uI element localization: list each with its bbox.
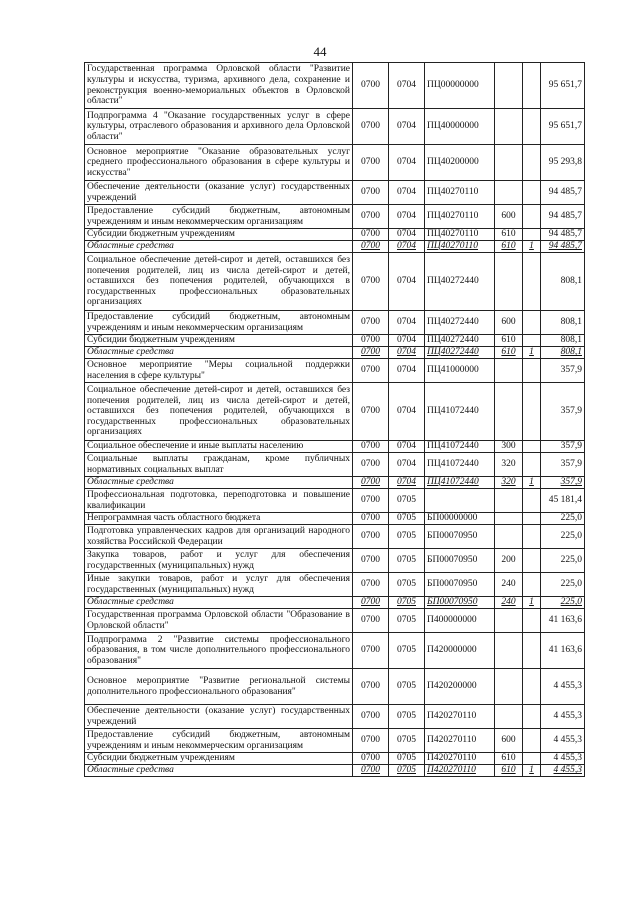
- row-name: Обеспечение деятельности (оказание услуг) государственных учреждений: [85, 705, 353, 729]
- row-name: Областные средства: [85, 241, 353, 253]
- row-funding-source: [523, 181, 541, 205]
- row-subsection-code: 0705: [389, 633, 425, 669]
- row-target-article: ПЦ40270110: [425, 181, 495, 205]
- row-amount: 95 651,7: [541, 109, 585, 145]
- row-name: Государственная программа Орловской области "Развитие культуры и искусства, туризма, архивного дела, сохранение и реконструкция военно-мемориальных объектов в Орловской области": [85, 63, 353, 109]
- table-row: [85, 489, 585, 513]
- row-subsection-code: 0705: [389, 525, 425, 549]
- page-number: 44: [313, 44, 327, 59]
- row-amount: 357,9: [541, 441, 585, 453]
- row-subsection-code: 0704: [389, 253, 425, 311]
- row-funding-source: [523, 513, 541, 525]
- row-expense-type: 600: [495, 729, 523, 753]
- row-name: Обеспечение деятельности (оказание услуг) государственных учреждений: [85, 181, 353, 205]
- row-amount: 45 181,4: [541, 489, 585, 513]
- row-subsection-code: 0704: [389, 241, 425, 253]
- row-subsection-code: 0705: [389, 753, 425, 765]
- row-name: Социальное обеспечение детей-сирот и детей, оставшихся без попечения родителей, лиц из числа детей-сирот и детей, оставшихся без попечения родителей, обучающихся в государственных профессиональных образовательных организациях: [85, 253, 353, 311]
- row-expense-type: [495, 181, 523, 205]
- row-expense-type: [495, 489, 523, 513]
- row-expense-type: [495, 633, 523, 669]
- row-subsection-code: 0704: [389, 181, 425, 205]
- row-subsection-code: 0704: [389, 229, 425, 241]
- row-subsection-code: 0704: [389, 335, 425, 347]
- row-target-article: БП00070950: [425, 597, 495, 609]
- row-expense-type: 200: [495, 549, 523, 573]
- row-amount: 94 485,7: [541, 205, 585, 229]
- row-subsection-code: 0705: [389, 729, 425, 753]
- row-name: Субсидии бюджетным учреждениям: [85, 229, 353, 241]
- row-funding-source: [523, 705, 541, 729]
- row-amount: 225,0: [541, 513, 585, 525]
- row-funding-source: [523, 253, 541, 311]
- table-row: [85, 705, 585, 729]
- row-target-article: П420270110: [425, 729, 495, 753]
- table-row: [85, 109, 585, 145]
- row-subsection-code: 0704: [389, 359, 425, 383]
- row-expense-type: 240: [495, 597, 523, 609]
- row-target-article: ПЦ40200000: [425, 145, 495, 181]
- row-subsection-code: 0705: [389, 609, 425, 633]
- row-expense-type: 320: [495, 453, 523, 477]
- table-row: [85, 181, 585, 205]
- table-row: [85, 335, 585, 347]
- row-target-article: ПЦ40270110: [425, 241, 495, 253]
- row-name: Основное мероприятие "Оказание образовательных услуг среднего профессионального образования в сфере культуры и искусства": [85, 145, 353, 181]
- row-amount: 4 455,3: [541, 729, 585, 753]
- row-section-code: 0700: [353, 549, 389, 573]
- row-amount: 94 485,7: [541, 241, 585, 253]
- row-expense-type: 600: [495, 311, 523, 335]
- row-section-code: 0700: [353, 609, 389, 633]
- row-section-code: 0700: [353, 359, 389, 383]
- row-funding-source: [523, 549, 541, 573]
- row-section-code: 0700: [353, 705, 389, 729]
- row-target-article: П400000000: [425, 609, 495, 633]
- row-target-article: БП00070950: [425, 573, 495, 597]
- row-funding-source: [523, 453, 541, 477]
- row-target-article: ПЦ40000000: [425, 109, 495, 145]
- row-subsection-code: 0705: [389, 513, 425, 525]
- row-subsection-code: 0704: [389, 453, 425, 477]
- row-section-code: 0700: [353, 311, 389, 335]
- row-amount: 357,9: [541, 359, 585, 383]
- row-section-code: 0700: [353, 383, 389, 441]
- row-name: Подпрограмма 4 "Оказание государственных услуг в сфере культуры, отраслевого образования и архивного дела Орловской области": [85, 109, 353, 145]
- row-expense-type: 610: [495, 229, 523, 241]
- table-row: [85, 513, 585, 525]
- row-target-article: ПЦ40272440: [425, 253, 495, 311]
- row-funding-source: [523, 573, 541, 597]
- table-row: [85, 253, 585, 311]
- row-target-article: БП00000000: [425, 513, 495, 525]
- row-amount: 808,1: [541, 253, 585, 311]
- row-subsection-code: 0705: [389, 489, 425, 513]
- row-target-article: ПЦ40272440: [425, 347, 495, 359]
- row-target-article: ПЦ00000000: [425, 63, 495, 109]
- row-funding-source: [523, 609, 541, 633]
- row-expense-type: 600: [495, 205, 523, 229]
- row-expense-type: [495, 669, 523, 705]
- row-expense-type: [495, 383, 523, 441]
- row-subsection-code: 0704: [389, 347, 425, 359]
- row-subsection-code: 0705: [389, 669, 425, 705]
- row-name: Предоставление субсидий бюджетным, автономным учреждениям и иным некоммерческим организациям: [85, 729, 353, 753]
- row-target-article: ПЦ40270110: [425, 205, 495, 229]
- row-amount: 94 485,7: [541, 181, 585, 205]
- row-name: Социальное обеспечение детей-сирот и детей, оставшихся без попечения родителей, лиц из числа детей-сирот и детей, оставшихся без попечения родителей, обучающихся в государственных профессиональных образовательных организациях: [85, 383, 353, 441]
- table-row: [85, 729, 585, 753]
- row-section-code: 0700: [353, 753, 389, 765]
- row-funding-source: 1: [523, 477, 541, 489]
- table-row: [85, 359, 585, 383]
- row-funding-source: [523, 229, 541, 241]
- row-expense-type: [495, 63, 523, 109]
- row-funding-source: [523, 311, 541, 335]
- row-expense-type: 320: [495, 477, 523, 489]
- row-subsection-code: 0704: [389, 441, 425, 453]
- row-expense-type: [495, 109, 523, 145]
- row-amount: 357,9: [541, 383, 585, 441]
- row-name: Непрограммная часть областного бюджета: [85, 513, 353, 525]
- row-name: Основное мероприятие "Меры социальной поддержки населения в сфере культуры": [85, 359, 353, 383]
- row-name: Профессиональная подготовка, переподготовка и повышение квалификации: [85, 489, 353, 513]
- row-target-article: П420000000: [425, 633, 495, 669]
- row-funding-source: [523, 359, 541, 383]
- row-target-article: [425, 489, 495, 513]
- row-funding-source: [523, 729, 541, 753]
- row-subsection-code: 0704: [389, 477, 425, 489]
- row-expense-type: 610: [495, 753, 523, 765]
- row-funding-source: [523, 335, 541, 347]
- row-subsection-code: 0705: [389, 597, 425, 609]
- row-section-code: 0700: [353, 181, 389, 205]
- row-target-article: ПЦ41072440: [425, 441, 495, 453]
- table-row: [85, 311, 585, 335]
- row-expense-type: 610: [495, 347, 523, 359]
- row-subsection-code: 0705: [389, 573, 425, 597]
- row-funding-source: [523, 109, 541, 145]
- row-funding-source: 1: [523, 765, 541, 777]
- table-row: [85, 441, 585, 453]
- row-name: Областные средства: [85, 477, 353, 489]
- row-amount: 808,1: [541, 347, 585, 359]
- row-subsection-code: 0704: [389, 145, 425, 181]
- table-row: [85, 63, 585, 109]
- row-expense-type: [495, 145, 523, 181]
- row-target-article: ПЦ40272440: [425, 311, 495, 335]
- row-section-code: 0700: [353, 477, 389, 489]
- row-section-code: 0700: [353, 525, 389, 549]
- row-expense-type: [495, 705, 523, 729]
- table-row: [85, 597, 585, 609]
- budget-table: [84, 62, 585, 777]
- table-row: [85, 765, 585, 777]
- row-subsection-code: 0705: [389, 705, 425, 729]
- row-amount: 41 163,6: [541, 609, 585, 633]
- row-name: Предоставление субсидий бюджетным, автономным учреждениям и иным некоммерческим организациям: [85, 205, 353, 229]
- row-subsection-code: 0704: [389, 109, 425, 145]
- row-name: Областные средства: [85, 597, 353, 609]
- row-subsection-code: 0705: [389, 765, 425, 777]
- row-target-article: П420200000: [425, 669, 495, 705]
- row-target-article: ПЦ41072440: [425, 477, 495, 489]
- row-target-article: ПЦ40270110: [425, 229, 495, 241]
- row-section-code: 0700: [353, 145, 389, 181]
- row-amount: 94 485,7: [541, 229, 585, 241]
- row-name: Областные средства: [85, 347, 353, 359]
- row-subsection-code: 0704: [389, 205, 425, 229]
- row-amount: 4 455,3: [541, 765, 585, 777]
- row-target-article: ПЦ41072440: [425, 453, 495, 477]
- row-expense-type: [495, 525, 523, 549]
- row-section-code: 0700: [353, 205, 389, 229]
- row-expense-type: 300: [495, 441, 523, 453]
- row-section-code: 0700: [353, 597, 389, 609]
- table-row: [85, 609, 585, 633]
- table-row: [85, 573, 585, 597]
- row-section-code: 0700: [353, 347, 389, 359]
- row-name: Основное мероприятие "Развитие региональной системы дополнительного профессионального образования": [85, 669, 353, 705]
- row-amount: 225,0: [541, 573, 585, 597]
- row-name: Субсидии бюджетным учреждениям: [85, 753, 353, 765]
- row-amount: 225,0: [541, 597, 585, 609]
- row-amount: 95 293,8: [541, 145, 585, 181]
- row-section-code: 0700: [353, 441, 389, 453]
- row-name: Подпрограмма 2 "Развитие системы профессионального образования, в том числе дополнительного профессионального образования": [85, 633, 353, 669]
- table-row: [85, 453, 585, 477]
- table-row: [85, 229, 585, 241]
- row-section-code: 0700: [353, 241, 389, 253]
- table-row: [85, 383, 585, 441]
- row-target-article: БП00070950: [425, 549, 495, 573]
- row-amount: 225,0: [541, 525, 585, 549]
- table-row: [85, 241, 585, 253]
- row-funding-source: [523, 205, 541, 229]
- row-target-article: ПЦ41000000: [425, 359, 495, 383]
- row-funding-source: 1: [523, 597, 541, 609]
- row-expense-type: [495, 359, 523, 383]
- row-amount: 4 455,3: [541, 669, 585, 705]
- row-section-code: 0700: [353, 335, 389, 347]
- row-amount: 95 651,7: [541, 63, 585, 109]
- row-amount: 4 455,3: [541, 705, 585, 729]
- row-subsection-code: 0704: [389, 311, 425, 335]
- row-funding-source: [523, 489, 541, 513]
- row-amount: 808,1: [541, 335, 585, 347]
- row-funding-source: 1: [523, 347, 541, 359]
- row-section-code: 0700: [353, 729, 389, 753]
- row-section-code: 0700: [353, 669, 389, 705]
- row-name: Субсидии бюджетным учреждениям: [85, 335, 353, 347]
- row-section-code: 0700: [353, 513, 389, 525]
- row-section-code: 0700: [353, 109, 389, 145]
- row-name: Социальное обеспечение и иные выплаты населению: [85, 441, 353, 453]
- row-target-article: ПЦ41072440: [425, 383, 495, 441]
- row-subsection-code: 0704: [389, 63, 425, 109]
- row-target-article: ПЦ40272440: [425, 335, 495, 347]
- table-row: [85, 669, 585, 705]
- row-name: Закупка товаров, работ и услуг для обеспечения государственных (муниципальных) нужд: [85, 549, 353, 573]
- row-section-code: 0700: [353, 63, 389, 109]
- row-section-code: 0700: [353, 765, 389, 777]
- row-expense-type: 240: [495, 573, 523, 597]
- row-name: Государственная программа Орловской области "Образование в Орловской области": [85, 609, 353, 633]
- row-funding-source: [523, 669, 541, 705]
- row-subsection-code: 0705: [389, 549, 425, 573]
- row-name: Подготовка управленческих кадров для организаций народного хозяйства Российской Федерации: [85, 525, 353, 549]
- row-amount: 4 455,3: [541, 753, 585, 765]
- row-funding-source: 1: [523, 241, 541, 253]
- row-section-code: 0700: [353, 489, 389, 513]
- row-amount: 808,1: [541, 311, 585, 335]
- row-funding-source: [523, 383, 541, 441]
- row-target-article: П420270110: [425, 705, 495, 729]
- row-expense-type: 610: [495, 765, 523, 777]
- row-section-code: 0700: [353, 453, 389, 477]
- table-row: [85, 145, 585, 181]
- row-target-article: П420270110: [425, 753, 495, 765]
- table-row: [85, 549, 585, 573]
- row-amount: 357,9: [541, 477, 585, 489]
- row-section-code: 0700: [353, 633, 389, 669]
- row-funding-source: [523, 441, 541, 453]
- row-expense-type: [495, 609, 523, 633]
- table-row: [85, 525, 585, 549]
- row-expense-type: 610: [495, 241, 523, 253]
- row-funding-source: [523, 145, 541, 181]
- table-row: [85, 205, 585, 229]
- row-amount: 357,9: [541, 453, 585, 477]
- row-amount: 225,0: [541, 549, 585, 573]
- row-expense-type: 610: [495, 335, 523, 347]
- row-funding-source: [523, 63, 541, 109]
- row-expense-type: [495, 253, 523, 311]
- table-row: [85, 753, 585, 765]
- row-name: Иные закупки товаров, работ и услуг для обеспечения государственных (муниципальных) нужд: [85, 573, 353, 597]
- row-target-article: П420270110: [425, 765, 495, 777]
- row-name: Предоставление субсидий бюджетным, автономным учреждениям и иным некоммерческим организациям: [85, 311, 353, 335]
- row-expense-type: [495, 513, 523, 525]
- row-funding-source: [523, 753, 541, 765]
- row-section-code: 0700: [353, 229, 389, 241]
- table-row: [85, 477, 585, 489]
- row-funding-source: [523, 633, 541, 669]
- row-section-code: 0700: [353, 573, 389, 597]
- row-section-code: 0700: [353, 253, 389, 311]
- row-funding-source: [523, 525, 541, 549]
- row-target-article: БП00070950: [425, 525, 495, 549]
- row-name: Областные средства: [85, 765, 353, 777]
- row-name: Социальные выплаты гражданам, кроме публичных нормативных социальных выплат: [85, 453, 353, 477]
- row-subsection-code: 0704: [389, 383, 425, 441]
- table-row: [85, 347, 585, 359]
- table-row: [85, 633, 585, 669]
- row-amount: 41 163,6: [541, 633, 585, 669]
